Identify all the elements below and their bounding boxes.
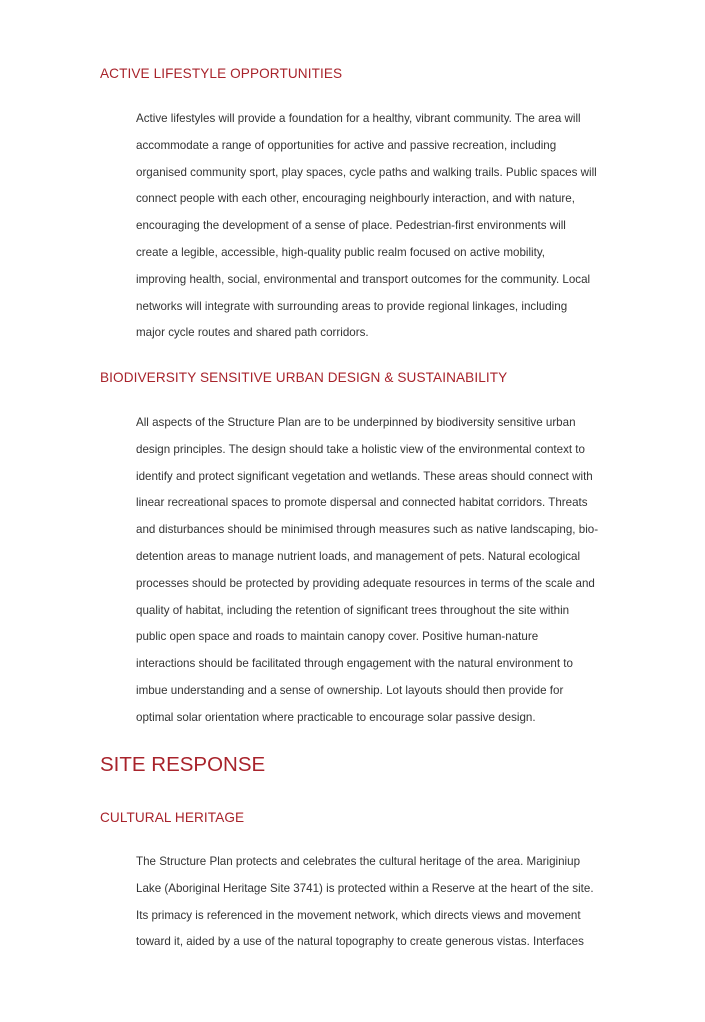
text-line: detention areas to manage nutrient loads, and management of pets. Natural ecological xyxy=(136,549,581,563)
paragraph-cultural-heritage xyxy=(136,849,648,956)
text-line: processes should be protected by providing adequate resources in terms of the scale and xyxy=(136,576,595,590)
text-line: toward it, aided by a use of the natural topography to create generous vistas. Interfaces xyxy=(136,935,584,949)
text-line: and disturbances should be minimised through measures such as native landscaping, bio- xyxy=(136,523,599,537)
text-line: Active lifestyles will provide a foundation for a healthy, vibrant community. The area will xyxy=(136,112,581,125)
heading-cultural-heritage: CULTURAL HERITAGE xyxy=(100,810,245,825)
paragraph-biodiversity xyxy=(136,410,648,732)
text-line: imbue understanding and a sense of ownership. Lot layouts should then provide for xyxy=(136,683,564,697)
text-line: accommodate a range of opportunities for active and passive recreation, including xyxy=(136,138,557,152)
heading-site-response: SITE RESPONSE xyxy=(100,753,266,776)
paragraph-active-lifestyle xyxy=(136,106,648,347)
text-line: improving health, social, environmental and transport outcomes for the community. Local xyxy=(136,272,591,286)
text-line: The Structure Plan protects and celebrates the cultural heritage of the area. Mariginiup xyxy=(136,855,581,868)
text-line: quality of habitat, including the retention of significant trees throughout the site within xyxy=(136,603,570,617)
text-line: networks will integrate with surrounding areas to provide regional linkages, including xyxy=(136,299,568,313)
text-line: identify and protect significant vegetation and wetlands. These areas should connect with xyxy=(136,469,593,483)
text-line: organised community sport, play spaces, cycle paths and walking trails. Public spaces will xyxy=(136,165,597,179)
heading-biodiversity: BIODIVERSITY SENSITIVE URBAN DESIGN & SUSTAINABILITY xyxy=(100,370,508,385)
text-line: public open space and roads to maintain canopy cover. Positive human-nature xyxy=(136,630,539,644)
heading-active-lifestyle: ACTIVE LIFESTYLE OPPORTUNITIES xyxy=(100,66,343,81)
text-line: linear recreational spaces to promote dispersal and connected habitat corridors. Threats xyxy=(136,496,588,510)
text-line: optimal solar orientation where practicable to encourage solar passive design. xyxy=(136,710,536,724)
text-line: design principles. The design should take a holistic view of the environmental context to xyxy=(136,442,585,456)
text-line: encouraging the development of a sense of place. Pedestrian-first environments will xyxy=(136,219,566,233)
text-line: create a legible, accessible, high-quality public realm focused on active mobility, xyxy=(136,245,545,259)
text-line: major cycle routes and shared path corridors. xyxy=(136,326,369,340)
text-line: connect people with each other, encouraging neighbourly interaction, and with nature, xyxy=(136,192,575,206)
text-line: interactions should be facilitated through engagement with the natural environment to xyxy=(136,657,573,671)
text-line: Lake (Aboriginal Heritage Site 3741) is protected within a Reserve at the heart of the site. xyxy=(136,881,594,895)
text-line: All aspects of the Structure Plan are to be underpinned by biodiversity sensitive urban xyxy=(136,416,576,429)
text-line: Its primacy is referenced in the movement network, which directs views and movement xyxy=(136,908,581,922)
